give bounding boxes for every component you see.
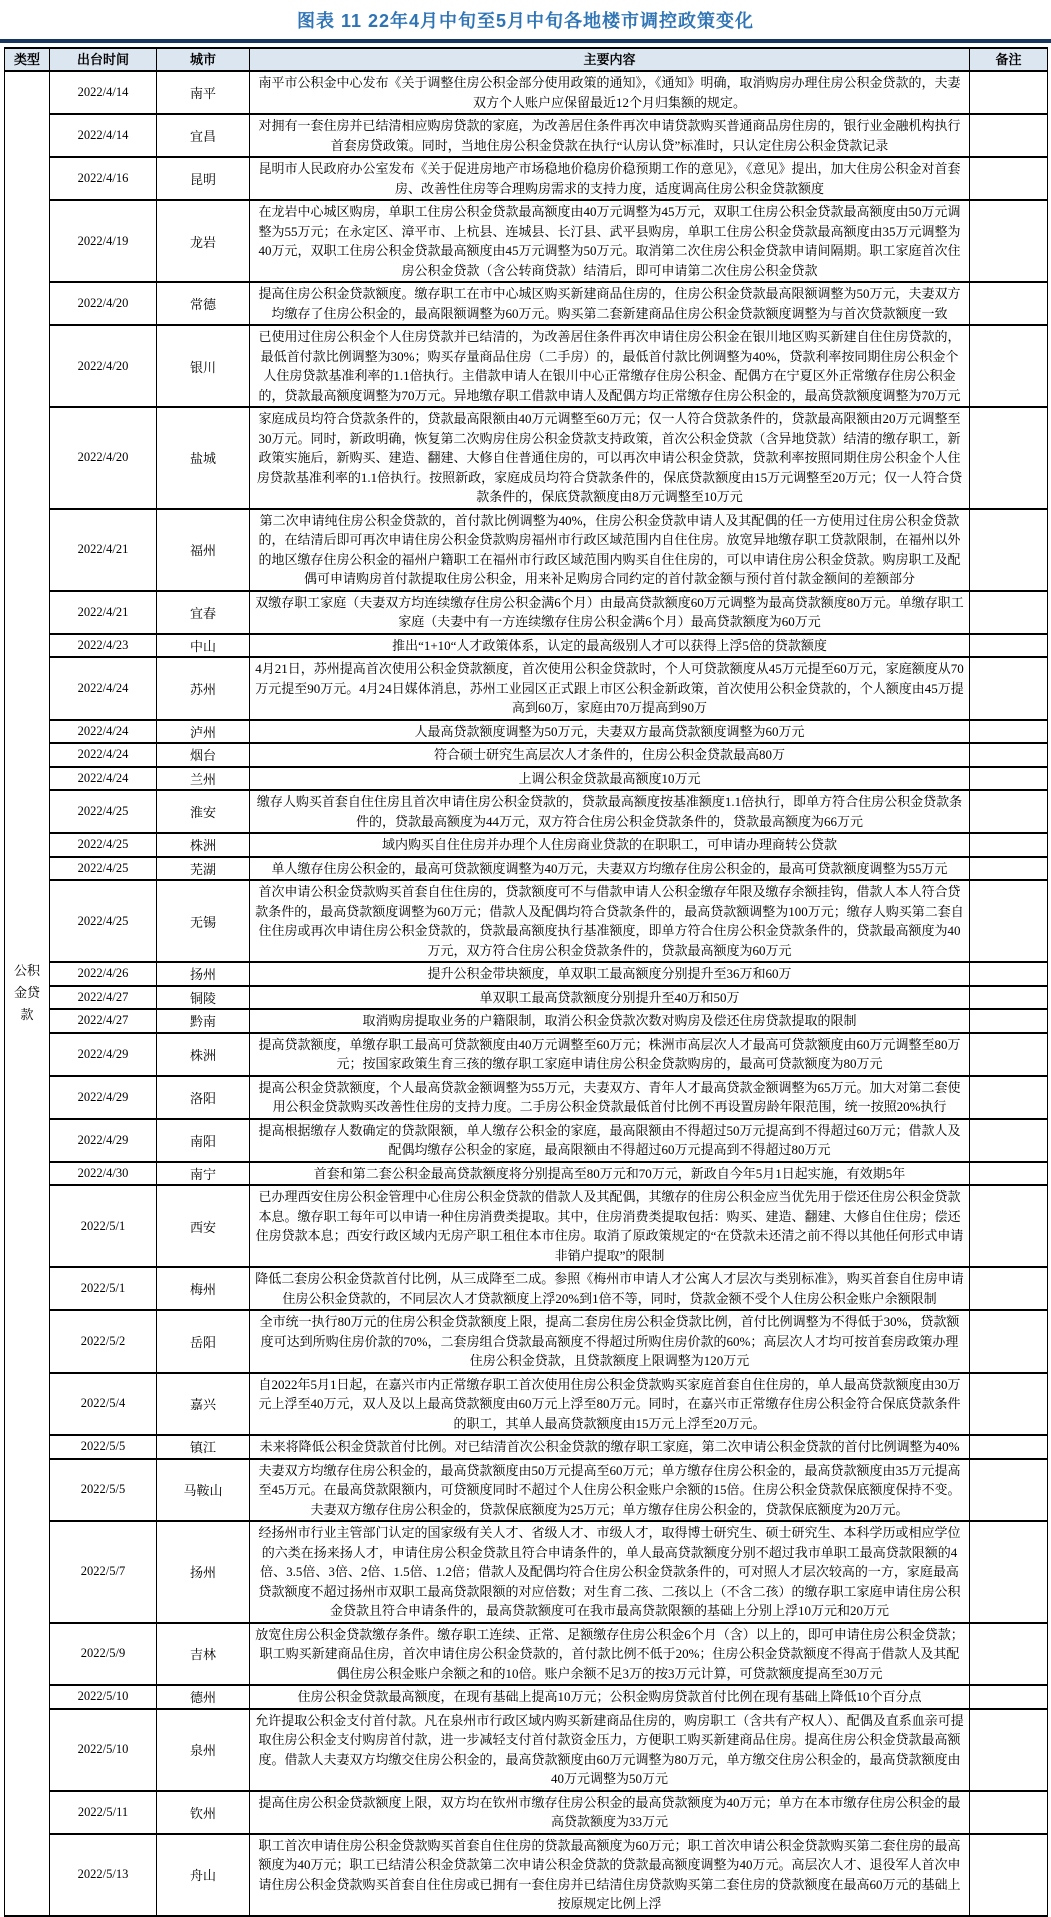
content-cell: 提高住房公积金贷款额度上限，双方均在钦州市缴存住房公积金的最高贷款额度为40万元；单方在本市缴存住房公积金的最高贷款额度为33万元 [250, 1791, 970, 1834]
note-cell [970, 509, 1048, 591]
city-cell: 扬州 [157, 962, 250, 986]
table-body [5, 71, 1048, 1916]
note-cell [970, 833, 1048, 857]
city-cell: 宜春 [157, 591, 250, 634]
content-cell: 首次申请公积金贷款购买首套自住住房的，贷款额度可不与借款申请人公积金缴存年限及缴存余额挂钩，借款人本人符合贷款条件的，最高贷款额度调整为60万元；借款人及配偶均符合贷款条件的，最高贷款额调整为100万元；缴存人购买第二套自住住房或再次申请住房公积金贷款的，贷款最高额度执行基准额度，即单方符合住房公积金贷款条件的，贷款最高额度为40万元，双方符合住房公积金贷款条件的，贷款最高额度为60万元 [250, 880, 970, 962]
content-cell: 在龙岩中心城区购房，单职工住房公积金贷款最高额度由40万元调整为45万元，双职工住房公积金贷款最高额度由50万元调整为55万元；在永定区、漳平市、上杭县、连城县、长汀县、武平县购房，单职工住房公积金贷款最高额度由35万元调整为40万元，双职工住房公积金贷款最高额度由45万元调整为50万元。取消第二次住房公积金贷款申请间隔期。职工家庭首次住房公积金贷款（含公转商贷款）结清后，即可申请第二次住房公积金贷款 [250, 200, 970, 282]
date-cell: 2022/4/27 [50, 1009, 157, 1033]
date-cell: 2022/5/4 [50, 1373, 157, 1436]
city-cell: 南宁 [157, 1162, 250, 1186]
date-cell: 2022/4/27 [50, 986, 157, 1010]
city-cell: 扬州 [157, 1521, 250, 1623]
content-cell: 全市统一执行80万元的住房公积金贷款额度上限，提高二套房住房公积金贷款比例，首付比例调整为不得低于30%，贷款额度可达到所购住房价款的70%，二套房组合贷款最高额度不得超过所购住房价款的60%；高层次人才均可按首套房政策办理住房公积金贷款，且贷款额度上限调整为120万元 [250, 1310, 970, 1373]
city-cell: 昆明 [157, 157, 250, 200]
table-row [5, 1310, 1048, 1373]
column-header: 出台时间 [50, 48, 157, 71]
content-cell: 4月21日，苏州提高首次使用公积金贷款额度，首次使用公积金贷款时，个人可贷款额度从45万元提至60万元，家庭额度从70万元提至90万元。4月24日媒体消息，苏州工业园区正式跟上市区公积金新政策，首次使用公积金贷款的，个人额度由45万提高到60万，家庭由70万提高到90万 [250, 657, 970, 720]
table-row [5, 1373, 1048, 1436]
note-cell [970, 962, 1048, 986]
table-row [5, 509, 1048, 591]
table-row [5, 157, 1048, 200]
table-row [5, 1685, 1048, 1709]
note-cell [970, 1685, 1048, 1709]
note-cell [970, 407, 1048, 509]
table-row [5, 1009, 1048, 1033]
date-cell: 2022/4/20 [50, 282, 157, 325]
table-row [5, 1435, 1048, 1459]
table-row [5, 657, 1048, 720]
city-cell: 德州 [157, 1685, 250, 1709]
date-cell: 2022/4/30 [50, 1162, 157, 1186]
city-cell: 马鞍山 [157, 1459, 250, 1522]
table-row [5, 1834, 1048, 1916]
content-cell: 人最高贷款额度调整为50万元，夫妻双方最高贷款额度调整为60万元 [250, 720, 970, 744]
city-cell: 钦州 [157, 1791, 250, 1834]
note-cell [970, 986, 1048, 1010]
column-header: 类型 [5, 48, 50, 71]
content-cell: 首套和第二套公积金最高贷款额度将分别提高至80万元和70万元，新政自今年5月1日起实施，有效期5年 [250, 1162, 970, 1186]
table-row [5, 591, 1048, 634]
content-cell: 允许提取公积金支付首付款。凡在泉州市行政区域内购买新建商品住房的，购房职工（含共有产权人）、配偶及直系血亲可提取住房公积金支付购房首付款，进一步减轻支付首付款资金压力，方便职工购买新建商品住房。提高住房公积金贷款最高额度。借款人夫妻双方均缴交住房公积金的，最高贷款额度由60万元调整为80万元，单方缴交住房公积金的，最高贷款额度由40万元调整为50万元 [250, 1709, 970, 1791]
table-row [5, 634, 1048, 658]
note-cell [970, 325, 1048, 407]
date-cell: 2022/5/9 [50, 1623, 157, 1686]
note-cell [970, 767, 1048, 791]
content-cell: 符合硕士研究生高层次人才条件的，住房公积金贷款最高80万 [250, 743, 970, 767]
table-row [5, 1076, 1048, 1119]
date-cell: 2022/4/14 [50, 71, 157, 114]
table-row [5, 114, 1048, 157]
table-row [5, 986, 1048, 1010]
table-row [5, 1185, 1048, 1267]
content-cell: 对拥有一套住房并已结清相应购房贷款的家庭，为改善居住条件再次申请贷款购买普通商品房住房的，银行业金融机构执行首套房贷政策。同时，当地住房公积金贷款在执行“认房认贷”标准时，只认定住房公积金贷款记录 [250, 114, 970, 157]
content-cell: 双缴存职工家庭（夫妻双方均连续缴存住房公积金满6个月）由最高贷款额度60万元调整为最高贷款额度80万元。单缴存职工家庭（夫妻中有一方连续缴存住房公积金满6个月）最高贷款额度为60万元 [250, 591, 970, 634]
date-cell: 2022/5/5 [50, 1459, 157, 1522]
content-cell: 提高根据缴存人数确定的贷款限额，单人缴存公积金的家庭，最高限额由不得超过50万元提高到不得超过60万元；借款人及配偶均缴存公积金的家庭，最高限额由不得超过60万元提高到不得超过80万元 [250, 1119, 970, 1162]
city-cell: 株洲 [157, 1033, 250, 1076]
table-row [5, 282, 1048, 325]
content-cell: 职工首次申请住房公积金贷款购买首套自住住房的贷款最高额度为60万元；职工首次申请公积金贷款购买第二套住房的最高额度为40万元；职工已结清公积金贷款第二次申请公积金贷款的贷款最高额度调整为40万元。高层次人才、退役军人首次申请住房公积金贷款购买首套自住住房或已拥有一套住房并已结清住房贷款购买第二套住房的贷款额度在最高60万元的基础上按原规定比例上浮 [250, 1834, 970, 1916]
city-cell: 无锡 [157, 880, 250, 962]
date-cell: 2022/4/25 [50, 857, 157, 881]
content-cell: 昆明市人民政府办公室发布《关于促进房地产市场稳地价稳房价稳预期工作的意见》，《意见》提出，加大住房公积金对首套房、改善性住房等合理购房需求的支持力度，适度调高住房公积金贷款额度 [250, 157, 970, 200]
note-cell [970, 790, 1048, 833]
date-cell: 2022/4/16 [50, 157, 157, 200]
note-cell [970, 1310, 1048, 1373]
note-cell [970, 1267, 1048, 1310]
note-cell [970, 1834, 1048, 1916]
category-cell: 公积金贷款 [5, 71, 50, 1916]
date-cell: 2022/4/24 [50, 720, 157, 744]
city-cell: 龙岩 [157, 200, 250, 282]
column-header: 主要内容 [250, 48, 970, 71]
content-cell: 已办理西安住房公积金管理中心住房公积金贷款的借款人及其配偶，其缴存的住房公积金应当优先用于偿还住房公积金贷款本息。缴存职工每年可以申请一种住房消费类提取。其中，住房消费类提取包括：购买、建造、翻建、大修自住住房；偿还住房贷款本息；西安行政区域内无房产职工租住本市住房。取消了原政策规定的“在贷款未还清之前不得以其他任何形式申请非销户提取”的限制 [250, 1185, 970, 1267]
title-rule [0, 39, 1051, 43]
date-cell: 2022/4/23 [50, 634, 157, 658]
city-cell: 苏州 [157, 657, 250, 720]
date-cell: 2022/4/24 [50, 657, 157, 720]
note-cell [970, 1185, 1048, 1267]
city-cell: 岳阳 [157, 1310, 250, 1373]
table-row [5, 1033, 1048, 1076]
city-cell: 吉林 [157, 1623, 250, 1686]
table-row [5, 720, 1048, 744]
date-cell: 2022/4/24 [50, 743, 157, 767]
date-cell: 2022/5/10 [50, 1685, 157, 1709]
date-cell: 2022/4/25 [50, 833, 157, 857]
date-cell: 2022/4/20 [50, 407, 157, 509]
content-cell: 南平市公积金中心发布《关于调整住房公积金部分使用政策的通知》，《通知》明确，取消购房办理住房公积金贷款的，夫妻双方个人账户应保留最近12个月归集额的规定。 [250, 71, 970, 114]
date-cell: 2022/4/29 [50, 1076, 157, 1119]
table-row [5, 1709, 1048, 1791]
city-cell: 兰州 [157, 767, 250, 791]
table-row [5, 325, 1048, 407]
date-cell: 2022/4/20 [50, 325, 157, 407]
note-cell [970, 634, 1048, 658]
date-cell: 2022/4/21 [50, 591, 157, 634]
table-row [5, 880, 1048, 962]
note-cell [970, 1791, 1048, 1834]
content-cell: 提高住房公积金贷款额度。缴存职工在市中心城区购买新建商品住房的，住房公积金贷款最高限额调整为50万元，夫妻双方均缴存了住房公积金的，最高限额调整为60万元。购买第二套新建商品住房公积金贷款额度调整为与首次贷款额度一致 [250, 282, 970, 325]
table-row [5, 1162, 1048, 1186]
table-row [5, 1521, 1048, 1623]
date-cell: 2022/5/2 [50, 1310, 157, 1373]
content-cell: 取消购房提取业务的户籍限制，取消公积金贷款次数对购房及偿还住房贷款提取的限制 [250, 1009, 970, 1033]
table-row [5, 767, 1048, 791]
content-cell: 提升公积金带块额度，单双职工最高额度分别提升至36万和60万 [250, 962, 970, 986]
note-cell [970, 71, 1048, 114]
city-cell: 中山 [157, 634, 250, 658]
content-cell: 提高公积金贷款额度，个人最高贷款金额调整为55万元，夫妻双方、青年人才最高贷款金额调整为65万元。加大对第二套使用公积金贷款购买改善性住房的支持力度。二手房公积金贷款最低首付比例不再设置房龄年限范围，统一按照20%执行 [250, 1076, 970, 1119]
date-cell: 2022/4/25 [50, 880, 157, 962]
table-row [5, 1267, 1048, 1310]
city-cell: 芜湖 [157, 857, 250, 881]
city-cell: 黔南 [157, 1009, 250, 1033]
date-cell: 2022/5/7 [50, 1521, 157, 1623]
note-cell [970, 591, 1048, 634]
note-cell [970, 657, 1048, 720]
report-title: 图表 11 22年4月中旬至5月中旬各地楼市调控政策变化 [296, 11, 755, 31]
city-cell: 烟台 [157, 743, 250, 767]
city-cell: 舟山 [157, 1834, 250, 1916]
note-cell [970, 1459, 1048, 1522]
city-cell: 银川 [157, 325, 250, 407]
table-row [5, 962, 1048, 986]
city-cell: 淮安 [157, 790, 250, 833]
note-cell [970, 1119, 1048, 1162]
note-cell [970, 1076, 1048, 1119]
note-cell [970, 720, 1048, 744]
table-row [5, 1459, 1048, 1522]
city-cell: 嘉兴 [157, 1373, 250, 1436]
city-cell: 洛阳 [157, 1076, 250, 1119]
column-header: 城市 [157, 48, 250, 71]
date-cell: 2022/4/19 [50, 200, 157, 282]
note-cell [970, 1033, 1048, 1076]
content-cell: 第二次申请纯住房公积金贷款的，首付款比例调整为40%，住房公积金贷款申请人及其配偶的任一方使用过住房公积金贷款的，在结清后即可再次申请住房公积金贷款购房福州市行政区域范围内自住住房。放宽异地缴存职工贷款限制，在福州以外的地区缴存住房公积金的福州户籍职工在福州市行政区域范围内购买自住住房的，可以申请住房公积金贷款。购房职工及配偶可申请购房首付款提取住房公积金，用来补足购房合同约定的首付款金额与预付首付款金额间的差额部分 [250, 509, 970, 591]
note-cell [970, 1623, 1048, 1686]
date-cell: 2022/5/10 [50, 1709, 157, 1791]
policy-table [4, 47, 1048, 1917]
date-cell: 2022/5/5 [50, 1435, 157, 1459]
date-cell: 2022/4/24 [50, 767, 157, 791]
date-cell: 2022/4/26 [50, 962, 157, 986]
content-cell: 单人缴存住房公积金的，最高可贷款额度调整为40万元，夫妻双方均缴存住房公积金的，最高可贷款额度调整为55万元 [250, 857, 970, 881]
city-cell: 常德 [157, 282, 250, 325]
date-cell: 2022/4/14 [50, 114, 157, 157]
note-cell [970, 880, 1048, 962]
content-cell: 放宽住房公积金贷款缴存条件。缴存职工连续、正常、足额缴存住房公积金6个月（含）以上的，即可申请住房公积金贷款；职工购买新建商品住房，首次申请住房公积金贷款的，首付款比例不低于20%；住房公积金贷款额度不得高于借款人及其配偶住房公积金账户余额之和的10倍。账户余额不足3万的按3万元计算，可贷款额度提高至30万元 [250, 1623, 970, 1686]
date-cell: 2022/4/29 [50, 1119, 157, 1162]
table-row [5, 857, 1048, 881]
table-row [5, 200, 1048, 282]
column-header: 备注 [970, 48, 1048, 71]
content-cell: 已使用过住房公积金个人住房贷款并已结清的，为改善居住条件再次申请住房公积金在银川地区购买新建自住住房贷款的，最低首付款比例调整为30%；购买存量商品住房（二手房）的，最低首付款比例调整为40%，贷款利率按同期住房公积金个人住房贷款基准利率的1.1倍执行。主借款申请人在银川中心正常缴存住房公积金、配偶方在宁夏区外正常缴存住房公积金的，贷款最高额度调整为70万元。异地缴存职工借款申请人及配偶方均正常缴存住房公积金的，最高贷款额度调整为70万元 [250, 325, 970, 407]
content-cell: 提高贷款额度，单缴存职工最高可贷款额度由40万元调整至60万元；株洲市高层次人才最高可贷款额度由60万元调整至80万元；按国家政策生育三孩的缴存职工家庭申请住房公积金贷款购房的，最高可贷款额度为80万元 [250, 1033, 970, 1076]
note-cell [970, 1162, 1048, 1186]
city-cell: 铜陵 [157, 986, 250, 1010]
note-cell [970, 1009, 1048, 1033]
city-cell: 福州 [157, 509, 250, 591]
table-row [5, 833, 1048, 857]
content-cell: 推出“1+10“人才政策体系，认定的最高级别人才可以获得上浮5倍的贷款额度 [250, 634, 970, 658]
note-cell [970, 1709, 1048, 1791]
table-row [5, 71, 1048, 114]
date-cell: 2022/4/25 [50, 790, 157, 833]
content-cell: 住房公积金贷款最高额度，在现有基础上提高10万元；公积金购房贷款首付比例在现有基础上降低10个百分点 [250, 1685, 970, 1709]
city-cell: 梅州 [157, 1267, 250, 1310]
date-cell: 2022/5/1 [50, 1185, 157, 1267]
date-cell: 2022/4/21 [50, 509, 157, 591]
city-cell: 南平 [157, 71, 250, 114]
content-cell: 缴存人购买首套自住住房且首次申请住房公积金贷款的，贷款最高额度按基准额度1.1倍执行，即单方符合住房公积金贷款条件的，贷款最高额度为44万元，双方符合住房公积金贷款条件的，贷款最高额度为66万元 [250, 790, 970, 833]
table-row [5, 743, 1048, 767]
table-row [5, 1623, 1048, 1686]
note-cell [970, 1435, 1048, 1459]
content-cell: 降低二套房公积金贷款首付比例，从三成降至二成。参照《梅州市申请人才公寓人才层次与类别标准》，购买首套自住房申请住房公积金贷款的，不同层次人才贷款额度上浮20%到1倍不等，同时，贷款金额不受个人住房公积金账户余额限制 [250, 1267, 970, 1310]
city-cell: 盐城 [157, 407, 250, 509]
header-row [5, 48, 1048, 71]
note-cell [970, 857, 1048, 881]
content-cell: 上调公积金贷款最高额度10万元 [250, 767, 970, 791]
content-cell: 经扬州市行业主管部门认定的国家级有关人才、省级人才、市级人才，取得博士研究生、硕士研究生、本科学历或相应学位的六类在扬来扬人才，申请住房公积金贷款且符合申请条件的，单人最高贷款额度分别不超过我市单职工最高贷款限额的4倍、3.5倍、3倍、2倍、1.5倍、1.2倍；借款人及配偶均符合住房公积金贷款条件的，可对照人才层次较高的一方，家庭最高贷款额度不超过扬州市双职工最高贷款限额的对应倍数；对生育二孩、二孩以上（不含二孩）的缴存职工家庭申请住房公积金贷款且符合申请条件的，最高贷款额度可在我市最高贷款限额的基础上分别上浮10万元和20万元 [250, 1521, 970, 1623]
city-cell: 西安 [157, 1185, 250, 1267]
date-cell: 2022/5/11 [50, 1791, 157, 1834]
note-cell [970, 1521, 1048, 1623]
city-cell: 株洲 [157, 833, 250, 857]
city-cell: 泉州 [157, 1709, 250, 1791]
note-cell [970, 157, 1048, 200]
table-row [5, 1119, 1048, 1162]
city-cell: 宜昌 [157, 114, 250, 157]
city-cell: 南阳 [157, 1119, 250, 1162]
content-cell: 域内购买自住住房并办理个人住房商业贷款的在职职工，可申请办理商转公贷款 [250, 833, 970, 857]
content-cell: 单双职工最高贷款额度分别提升至40万和50万 [250, 986, 970, 1010]
table-row [5, 1791, 1048, 1834]
content-cell: 家庭成员均符合贷款条件的，贷款最高限额由40万元调整至60万元；仅一人符合贷款条件的，贷款最高限额由20万元调整至30万元。同时，新政明确，恢复第二次购房住房公积金贷款支持政策，首次公积金贷款（含异地贷款）结清的缴存职工，新政策实施后，新购买、建造、翻建、大修自住普通住房的，可以再次申请公积金贷款，贷款利率按照同期住房公积金个人住房贷款基准利率的1.1倍执行。按照新政，家庭成员均符合贷款条件的，保底贷款额度由15万元调整至20万元；仅一人符合贷款条件的，保底贷款额度由8万元调整至10万元 [250, 407, 970, 509]
city-cell: 泸州 [157, 720, 250, 744]
note-cell [970, 743, 1048, 767]
note-cell [970, 282, 1048, 325]
date-cell: 2022/5/13 [50, 1834, 157, 1916]
table-row [5, 790, 1048, 833]
table-header [5, 48, 1048, 71]
content-cell: 夫妻双方均缴存住房公积金的，最高贷款额度由50万元提高至60万元；单方缴存住房公积金的，最高贷款额度由35万元提高至45万元。在最高贷款限额内，可贷额度同时不超过个人住房公积金账户余额的15倍。住房公积金贷款保底额度保持不变。夫妻双方缴存住房公积金的，贷款保底额度为25万元；单方缴存住房公积金的，贷款保底额度为20万元。 [250, 1459, 970, 1522]
date-cell: 2022/4/29 [50, 1033, 157, 1076]
content-cell: 自2022年5月1日起，在嘉兴市内正常缴存职工首次使用住房公积金贷款购买家庭首套自住住房的，单人最高贷款额度由30万元上浮至40万元，双人及以上最高贷款额度由60万元上浮至80万元。同时，在嘉兴市正常缴存住房公积金符合保底贷款条件的职工，其单人最高贷款额度由15万元上浮至20万元。 [250, 1373, 970, 1436]
note-cell [970, 200, 1048, 282]
note-cell [970, 114, 1048, 157]
date-cell: 2022/5/1 [50, 1267, 157, 1310]
note-cell [970, 1373, 1048, 1436]
content-cell: 未来将降低公积金贷款首付比例。对已结清首次公积金贷款的缴存职工家庭，第二次申请公积金贷款的首付比例调整为40% [250, 1435, 970, 1459]
table-row [5, 407, 1048, 509]
city-cell: 镇江 [157, 1435, 250, 1459]
